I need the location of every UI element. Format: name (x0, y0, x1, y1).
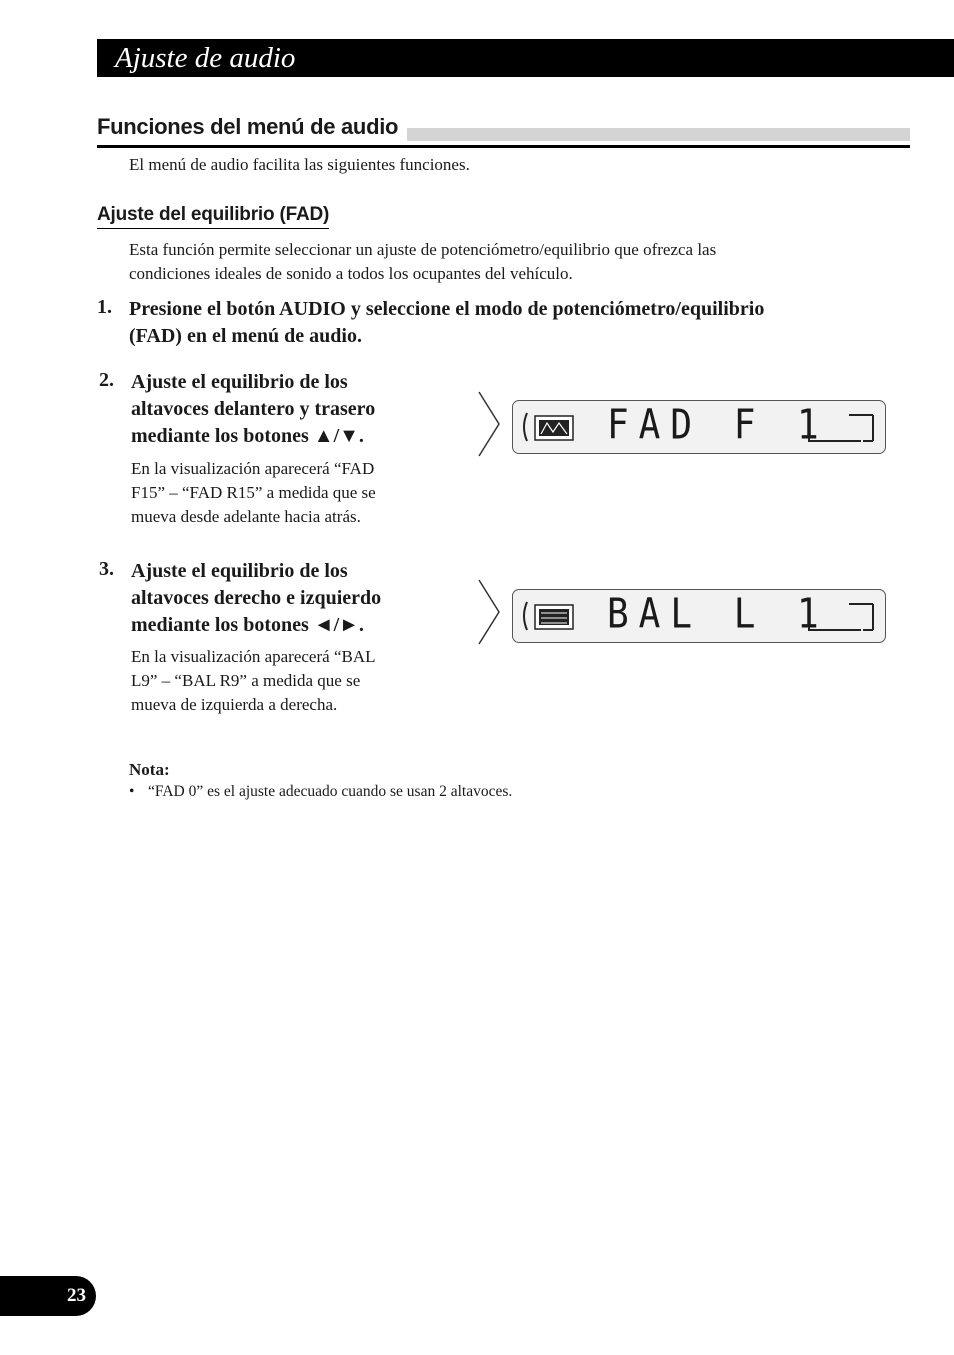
step-2-sub-line: F15” – “FAD R15” a medida que se (131, 483, 376, 502)
display-pointer-icon (477, 578, 501, 646)
header-bar (97, 39, 954, 77)
lcd-display-bal (512, 589, 886, 643)
section-intro: El menú de audio facilita las siguientes funciones. (129, 155, 470, 174)
step-1-text (129, 296, 909, 350)
step-2-line: altavoces delantero y trasero (131, 398, 376, 420)
step-1-line: Presione el botón AUDIO y seleccione el modo de potenciómetro/equilibrio (129, 298, 765, 320)
step-1-line: (FAD) en el menú de audio. (129, 325, 362, 347)
page-number: 23 (67, 1285, 86, 1306)
page-number-tab (0, 1276, 96, 1316)
step-3-subtext (131, 645, 451, 717)
step-2-text (131, 369, 451, 450)
step-3-line: altavoces derecho e izquierdo (131, 587, 382, 609)
section-title: Funciones del menú de audio (97, 112, 402, 142)
step-2-sub-line: mueva desde adelante hacia atrás. (131, 507, 361, 526)
display-pointer-icon (477, 390, 501, 458)
note-label: Nota: (129, 760, 170, 779)
step-3-number: 3. (99, 558, 114, 580)
note-text: “FAD 0” es el ajuste adecuado cuando se usan 2 altavoces. (148, 783, 513, 800)
bullet: • (129, 783, 135, 800)
step-2-line: mediante los botones ▲/▼. (131, 425, 364, 447)
description-line: condiciones ideales de sonido a todos los ocupantes del vehículo. (129, 264, 573, 283)
page-header-title: Ajuste de audio (115, 42, 296, 74)
step-1-number: 1. (97, 296, 112, 318)
step-3-line: mediante los botones ◄/►. (131, 614, 364, 636)
section-heading-rule (97, 145, 910, 148)
step-2-number: 2. (99, 369, 114, 391)
step-3-sub-line: mueva de izquierda a derecha. (131, 695, 338, 714)
subsection-description (129, 238, 889, 286)
step-3-text (131, 558, 451, 639)
step-2-sub-line: En la visualización aparecerá “FAD (131, 459, 375, 478)
section-heading (97, 112, 910, 148)
lcd-text: BAL L 1 (607, 590, 829, 639)
description-line: Esta función permite seleccionar un ajuste de potenciómetro/equilibrio que ofrezca las (129, 240, 717, 259)
note-item (129, 783, 512, 801)
lcd-display-fad (512, 400, 886, 454)
lcd-text: FAD F 1 (607, 401, 829, 450)
step-2-line: Ajuste el equilibrio de los (131, 371, 348, 393)
section-heading-band (407, 128, 910, 141)
step-3-sub-line: En la visualización aparecerá “BAL (131, 647, 376, 666)
subsection-title: Ajuste del equilibrio (FAD) (97, 204, 329, 229)
step-3-line: Ajuste el equilibrio de los (131, 560, 348, 582)
step-3-sub-line: L9” – “BAL R9” a medida que se (131, 671, 361, 690)
step-2-subtext (131, 457, 451, 529)
